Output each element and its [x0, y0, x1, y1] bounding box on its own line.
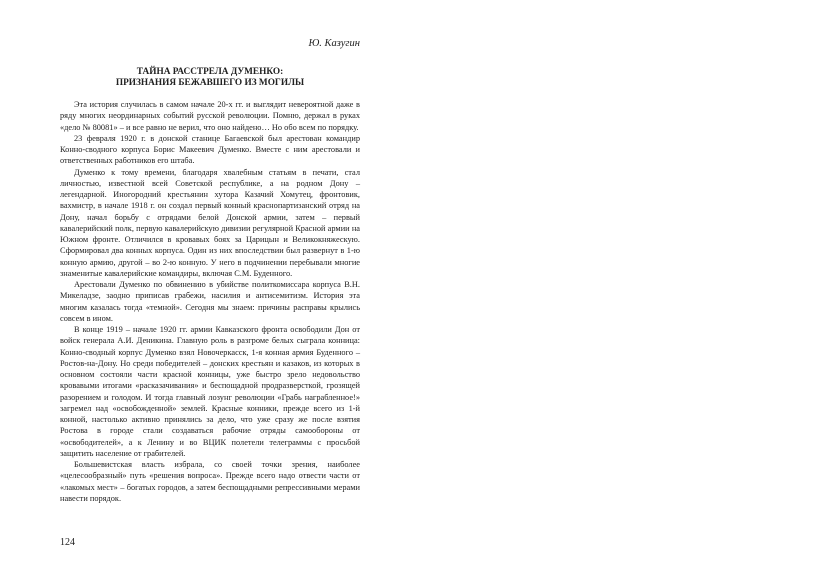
article-title-line-1: ТАЙНА РАССТРЕЛА ДУМЕНКО: [136, 67, 284, 77]
running-header-author: Ю. Казугин [308, 38, 360, 49]
article-title-line-2: ПРИЗНАНИЯ БЕЖАВШЕГО ИЗ МОГИЛЫ [115, 77, 305, 88]
paragraph-2: 23 февраля 1920 г. в донской станице Багаевской был арестован командир Конно-сводного корпуса Борис Макеевич Думенко. Вместе с ним арестовали и ответственных работников его штаба. [60, 133, 360, 166]
paragraph-5: В конце 1919 – начале 1920 гг. армии Кавказского фронта освободили Дон от войск генерала А.И. Деникина. Главную роль в разгроме белых сыграла конница: Конно-сводный корпус Думенко взял Новочеркасск, 1-я конная армия Буденного – Ростов-на-Дону. Но среди победителей – донских крестьян и казаков, из которых в основном состояли части красной конницы, уже быстро зрело недовольство кровавыми итогами «расказачивания» и беспощадной продразверсткой, грозящей разорением и голодом. И тогда главный лозунг революции «Грабь награбленное!» загремел над «освобожденной» землей. Красные конники, прежде всего из 1-й конной, настолько активно принялись за дело, что уже сразу же после взятия Ростова в городе стали создаваться рабочие отряды самообороны от «освободителей», а к Ленину и во ВЦИК полетели телеграммы с просьбой защитить население от грабителей. [60, 325, 360, 458]
article-title [60, 67, 360, 88]
paragraph-4: Арестовали Думенко по обвинению в убийстве политкомиссара корпуса В.Н. Микеладзе, заодно приписав грабежи, насилия и антисемитизм. История эта многим казалась тогда «темной». Сегодня мы знаем: причины расправы крылись совсем в ином. [60, 280, 360, 323]
paragraph-3: Думенко к тому времени, благодаря хвалебным статьям в печати, стал личностью, известной всей Советской республике, а на родном Дону – легендарной. Иногородний крестьянин хутора Казачий Хомутец, фронтовик, вахмистр, в начале 1918 г. он создал первый конный краснопартизанский отряд на Дону, начал борьбу с отрядами белой Донской армии, затем – первый кавалерийский полк, первую кавалерийскую дивизии регулярной Красной армии на Южном фронте. Отличился в кровавых боях за Царицын и Великокняжескую. Сформировал два конных корпуса. Один из них впоследствии был развернут в 1-ю конную армию, другой – во 2-ю конную. У него в подчинении перебывали многие знаменитые кавалерийские командиры, включая С.М. Буденного. [60, 167, 360, 278]
paragraph-6: Большевистская власть избрала, со своей точки зрения, наиболее «целесообразный» путь «решения вопроса». Прежде всего надо отвести части от «лакомых мест» – богатых городов, а затем беспощадными репрессивными мерами навести порядок. [60, 460, 360, 503]
paragraph-1: Эта история случилась в самом начале 20-х гг. и выглядит невероятной даже в ряду многих неординарных событий русской революции. Помню, держал в руках «дело № 80081» – и все равно не верил, что оно найдено… Но обо всем по порядку. [60, 100, 360, 132]
page-number: 124 [60, 537, 75, 548]
article-body [60, 99, 360, 504]
